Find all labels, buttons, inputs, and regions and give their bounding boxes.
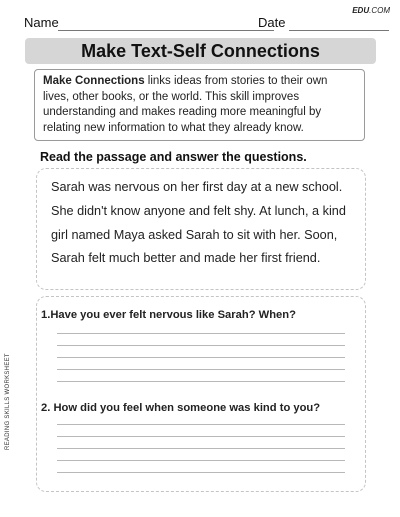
question-1: 1.Have you ever felt nervous like Sarah? When? — [41, 309, 296, 321]
name-label: Name — [24, 15, 59, 30]
passage-text: Sarah was nervous on her first day at a new school. She didn't know anyone and felt shy. At lunch, a kind girl named Maya asked Sarah to sit with her. Soon, Sarah felt much better and made her first friend. — [51, 180, 346, 266]
side-label: READING SKILLS WORKSHEET — [5, 353, 11, 450]
answer-line[interactable] — [57, 357, 345, 358]
date-label: Date — [258, 15, 286, 30]
answer-line[interactable] — [57, 333, 345, 334]
brand-prefix: EDU — [352, 6, 370, 15]
page-title: Make Text-Self Connections — [81, 41, 320, 61]
title-bar — [25, 38, 376, 64]
brand-suffix: .COM — [369, 6, 390, 15]
date-field[interactable] — [289, 30, 389, 31]
info-term: Make Connections — [43, 75, 145, 87]
passage-box — [36, 168, 366, 290]
answer-line[interactable] — [57, 369, 345, 370]
questions-box — [36, 296, 366, 492]
answer-line[interactable] — [57, 345, 345, 346]
answer-line[interactable] — [57, 436, 345, 437]
info-text: links ideas from stories to their own lives, other books, or the world. This skill improves understanding and makes reading more meaningful by relating new information to what they already know. — [43, 75, 328, 134]
question-2: 2. How did you feel when someone was kind to you? — [41, 402, 321, 414]
answer-line[interactable] — [57, 381, 345, 382]
name-field[interactable] — [58, 30, 274, 31]
brand-logo — [352, 6, 390, 15]
answer-line[interactable] — [57, 448, 345, 449]
answer-line[interactable] — [57, 460, 345, 461]
instruction: Read the passage and answer the questions. — [40, 150, 307, 164]
info-box — [34, 69, 365, 141]
answer-line[interactable] — [57, 472, 345, 473]
answer-line[interactable] — [57, 424, 345, 425]
name-date-row — [24, 15, 390, 33]
